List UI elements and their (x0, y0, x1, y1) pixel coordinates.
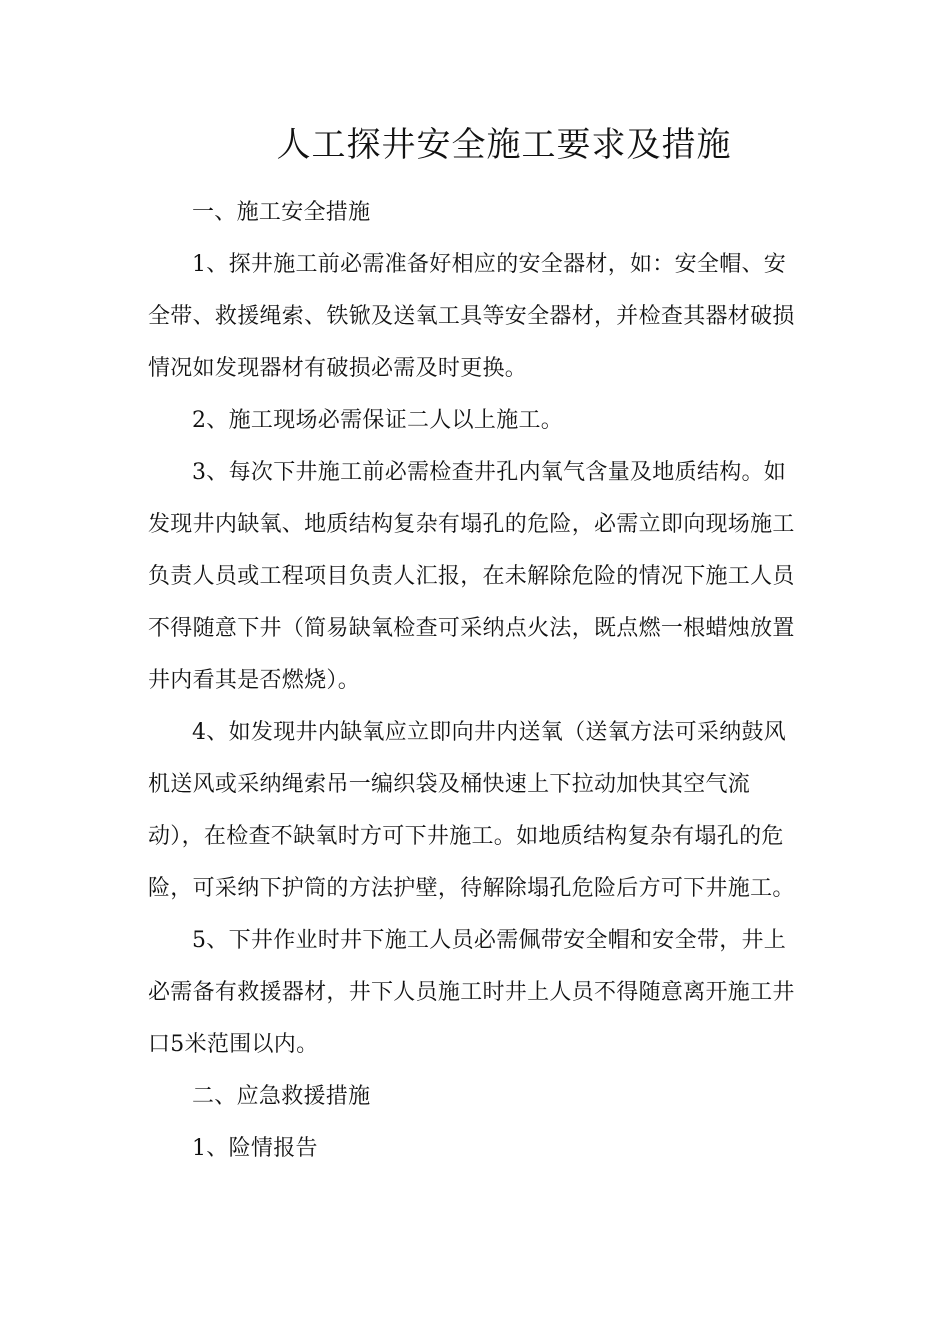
section-heading-2: 二、应急救援措施 (192, 1084, 371, 1109)
paragraph-line: 井内看其是否燃烧）。 (148, 668, 361, 693)
paragraph-line: 口5米范围以内。 (148, 1032, 319, 1057)
section-heading-1: 一、施工安全措施 (192, 200, 371, 225)
paragraph-line: 负责人员或工程项目负责人汇报，在未解除危险的情况下施工人员 (148, 564, 795, 589)
subsection-heading: 1、险情报告 (192, 1136, 318, 1161)
page-title: 人工探井安全施工要求及措施 (276, 125, 732, 165)
paragraph-line: 3、每次下井施工前必需检查井孔内氧气含量及地质结构。如 (192, 460, 787, 485)
paragraph-line: 不得随意下井（简易缺氧检查可采纳点火法，既点燃一根蜡烛放置 (148, 616, 795, 641)
paragraph-line: 全带、救援绳索、铁锨及送氧工具等安全器材，并检查其器材破损 (148, 304, 795, 329)
paragraph-line: 动），在检查不缺氧时方可下井施工。如地质结构复杂有塌孔的危 (148, 824, 784, 849)
paragraph-line: 机送风或采纳绳索吊一编织袋及桶快速上下拉动加快其空气流 (148, 772, 751, 797)
paragraph-line: 5、下井作业时井下施工人员必需佩带安全帽和安全带，井上 (192, 928, 787, 953)
paragraph-line: 1、探井施工前必需准备好相应的安全器材，如：安全帽、安 (192, 252, 787, 277)
paragraph-line: 情况如发现器材有破损必需及时更换。 (148, 356, 528, 381)
paragraph-line: 4、如发现井内缺氧应立即向井内送氧（送氧方法可采纳鼓风 (192, 720, 787, 745)
paragraph-line: 险，可采纳下护筒的方法护壁，待解除塌孔危险后方可下井施工。 (148, 876, 795, 901)
paragraph-line: 必需备有救援器材，井下人员施工时井上人员不得随意离开施工井 (148, 980, 795, 1005)
paragraph-line: 发现井内缺氧、地质结构复杂有塌孔的危险，必需立即向现场施工 (148, 512, 795, 537)
paragraph-line: 2、施工现场必需保证二人以上施工。 (192, 408, 564, 433)
